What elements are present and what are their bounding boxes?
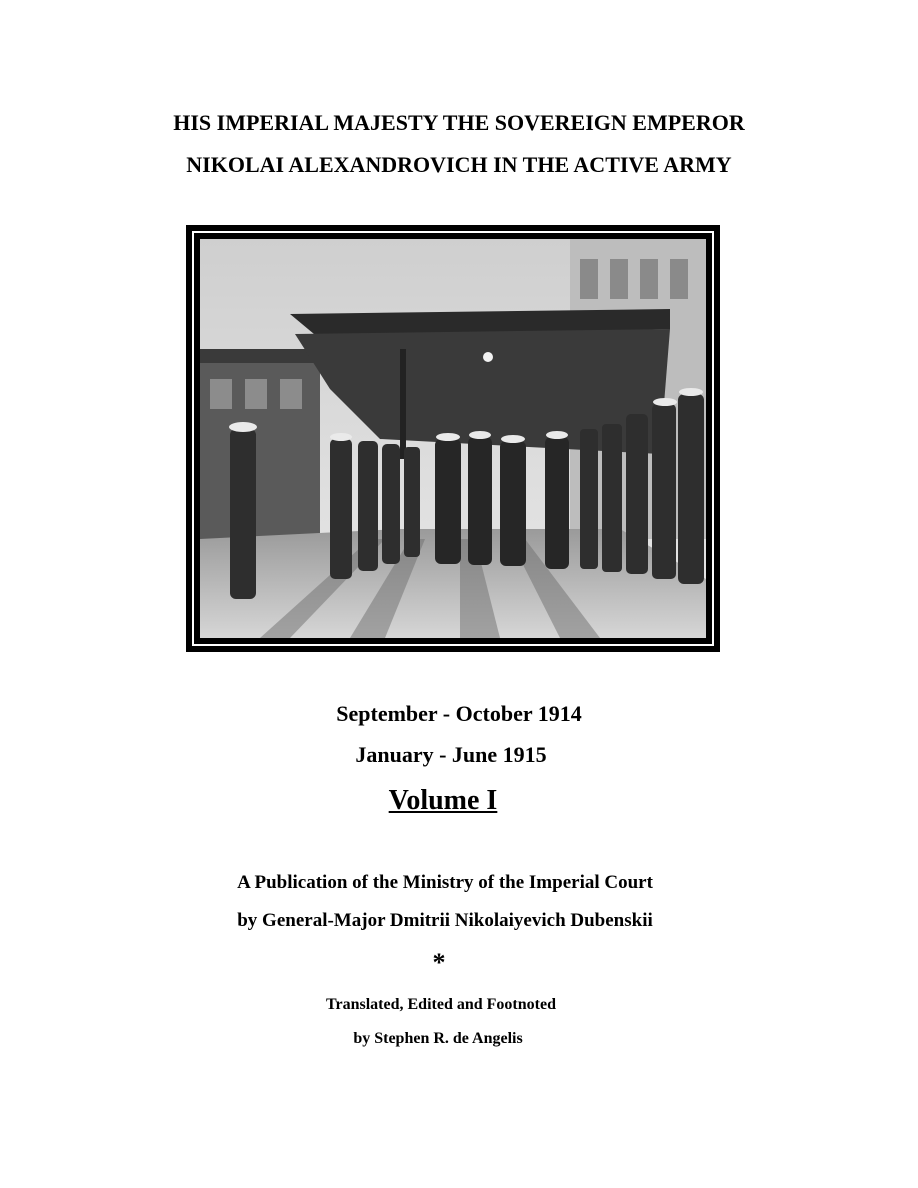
- photo-frame: [186, 225, 720, 652]
- translation-line-1: Translated, Edited and Footnoted: [326, 996, 556, 1013]
- railway-platform-photo: [200, 239, 706, 638]
- publication-line-1: A Publication of the Ministry of the Imperial Court: [237, 872, 653, 893]
- asterisk-separator: *: [432, 948, 446, 977]
- dates-line-2: January - June 1915: [355, 742, 547, 767]
- translation-line-2: by Stephen R. de Angelis: [353, 1030, 523, 1047]
- volume-title: Volume I: [388, 785, 498, 816]
- title-line-1: HIS IMPERIAL MAJESTY THE SOVEREIGN EMPEROR: [173, 110, 745, 135]
- title-line-2: NIKOLAI ALEXANDROVICH IN THE ACTIVE ARMY: [186, 152, 732, 177]
- dates-line-1: September - October 1914: [336, 701, 582, 726]
- photo-mat: [192, 231, 714, 646]
- publication-line-2: by General-Major Dmitrii Nikolaiyevich Dubenskii: [237, 910, 653, 931]
